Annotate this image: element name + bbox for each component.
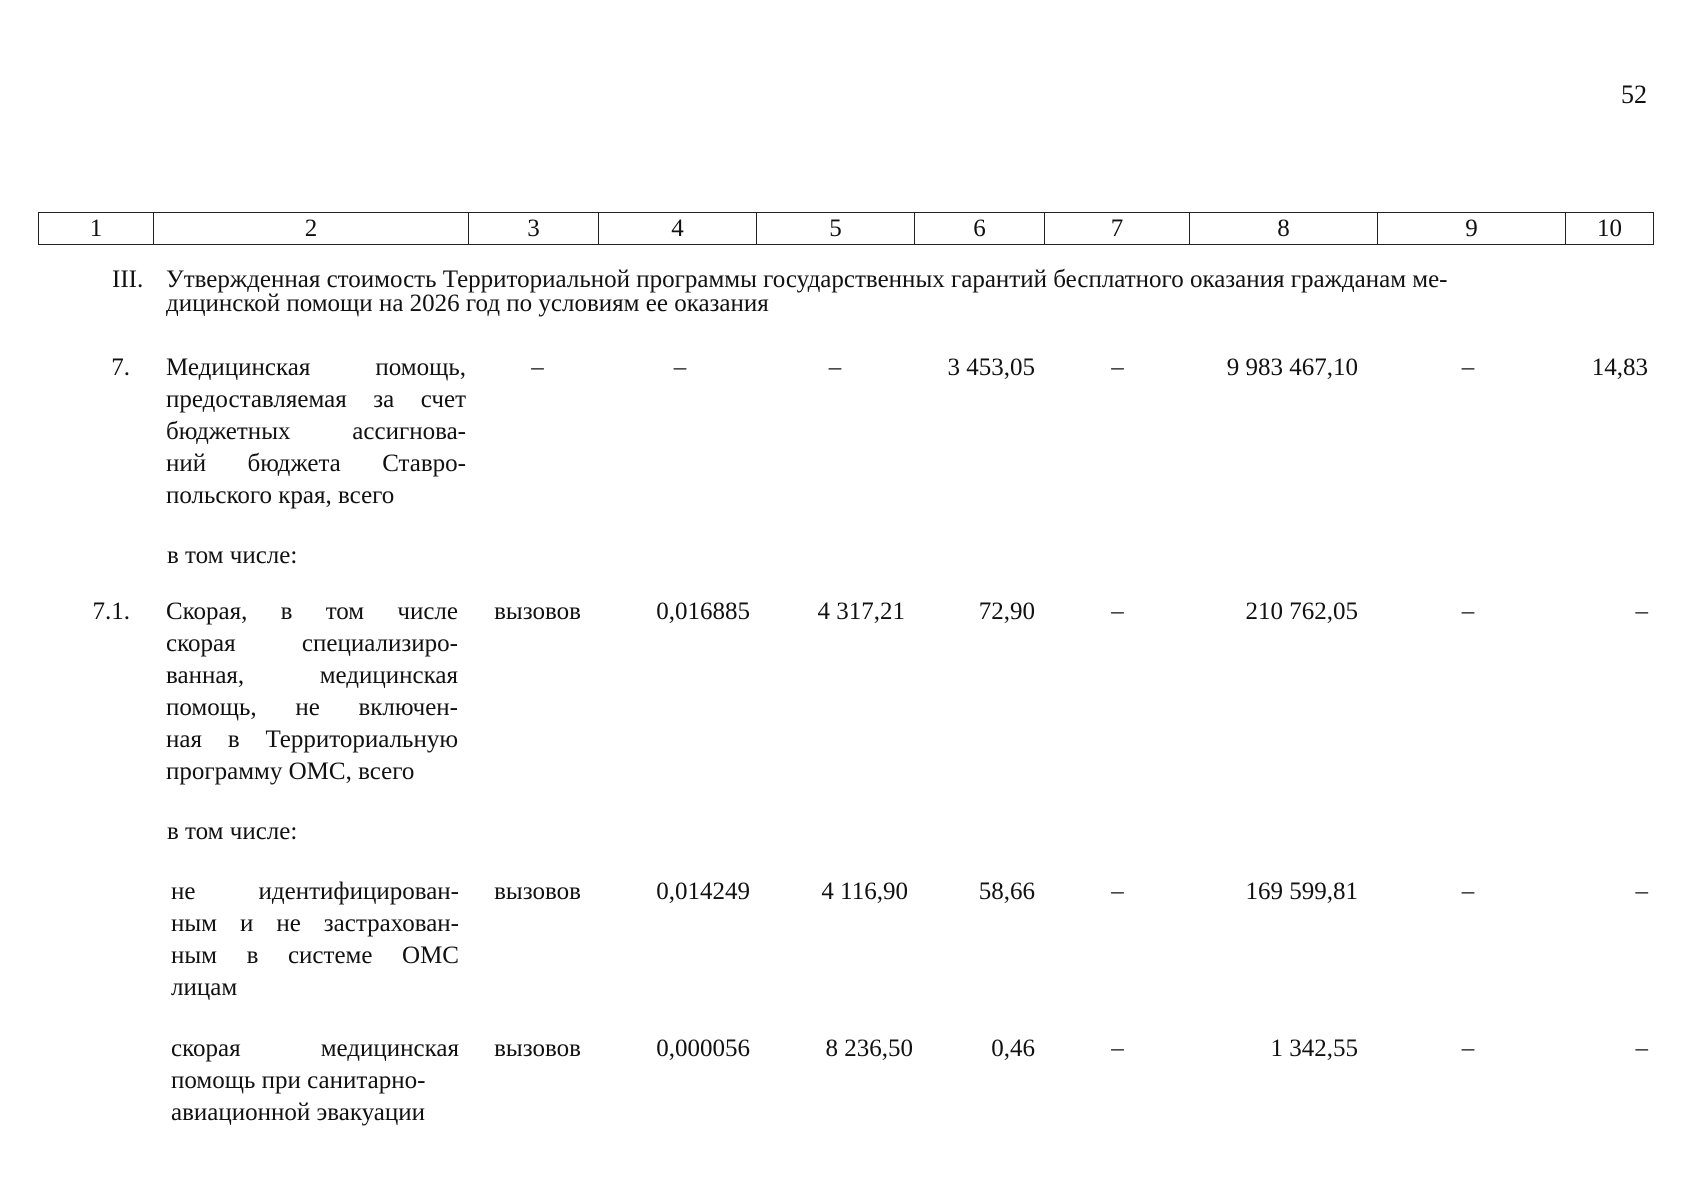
cell-col-5: 4 317,21 [817,598,905,625]
description-line: ний бюджета Ставро- [166,450,466,477]
row-description [171,876,459,1004]
section-title-line-1: Утвержденная стоимость Территориальной программы государственных гарантий бесплатного оказания гражданам ме- [166,266,1448,293]
description-line: бюджетных ассигнова- [166,418,466,445]
page-number: 52 [1621,80,1647,109]
cell-col-6: 0,46 [991,1035,1035,1062]
description-line: Медицинская помощь, [166,354,466,381]
cell-col-9: – [1461,878,1475,905]
row-number: 7. [111,354,130,381]
column-header-10: 10 [1566,213,1654,245]
cell-col-7: – [1111,354,1124,381]
cell-col-10: – [1635,878,1648,905]
cell-col-9: – [1461,354,1475,381]
cell-col-7: – [1111,878,1124,905]
description-line: предоставляемая за счет [166,386,466,413]
cell-col-4: 0,014249 [656,878,750,905]
description-line: лицам [171,974,238,1001]
cell-col-10: – [1635,598,1648,625]
cell-col-7: – [1111,1035,1124,1062]
description-line: не идентифицирован- [171,878,459,905]
column-header-6: 6 [915,213,1045,245]
description-line: авиационной эвакуации [171,1099,426,1126]
cell-col-6: 3 453,05 [947,354,1035,381]
cell-col-8: 9 983 467,10 [1226,354,1358,381]
column-header-3: 3 [469,213,599,245]
cell-col-9: – [1461,1035,1475,1062]
row-description [171,1033,459,1129]
cell-col-7: – [1111,598,1124,625]
row-description [166,596,458,788]
column-header-7: 7 [1045,213,1190,245]
description-line: польского края, всего [166,482,395,509]
description-line: ным в системе ОМС [171,942,459,969]
cell-col-8: 210 762,05 [1245,598,1358,625]
cell-col-4: – [673,354,687,381]
section-heading [112,268,1652,316]
section-title-line-2: дицинской помощи на 2026 год по условиям ее оказания [166,290,769,317]
cell-col-4: 0,016885 [656,598,750,625]
subnote-in-that-number: в том числе: [167,542,298,569]
column-header-1: 1 [39,213,154,245]
cell-col-9: – [1461,598,1475,625]
description-line: программу ОМС, всего [166,758,415,785]
row-description [166,352,466,512]
column-header-8: 8 [1190,213,1378,245]
cell-col-4: 0,000056 [656,1035,750,1062]
cell-col-8: 169 599,81 [1245,878,1358,905]
description-line: скорая медицинская [171,1035,459,1062]
description-line: помощь, не включен- [166,694,458,721]
cell-col-6: 72,90 [978,598,1035,625]
cell-col-5: 4 116,90 [821,878,908,905]
cell-unit: вызовов [494,878,581,905]
column-number-header [38,212,1654,245]
description-line: ным и не застрахован- [171,910,459,937]
cell-unit: вызовов [494,1035,581,1062]
cell-col-8: 1 342,55 [1270,1035,1358,1062]
cell-unit: – [531,354,544,381]
description-line: Скорая, в том числе [166,598,458,625]
column-header-5: 5 [757,213,915,245]
description-line: ная в Территориальную [166,726,458,753]
column-header-9: 9 [1378,213,1566,245]
subnote-in-that-number: в том числе: [167,818,298,845]
description-line: помощь при санитарно- [171,1067,426,1094]
row-number: 7.1. [92,598,130,625]
cell-col-5: 8 236,50 [825,1035,913,1062]
cell-unit: вызовов [494,598,581,625]
section-number: III. [112,266,144,293]
column-header-4: 4 [599,213,757,245]
description-line: ванная, медицинская [166,662,458,689]
description-line: скорая специализиро- [166,630,458,657]
cell-col-5: – [828,354,842,381]
cell-col-6: 58,66 [978,878,1035,905]
cell-col-10: 14,83 [1591,354,1648,381]
column-header-2: 2 [154,213,469,245]
cell-col-10: – [1635,1035,1648,1062]
